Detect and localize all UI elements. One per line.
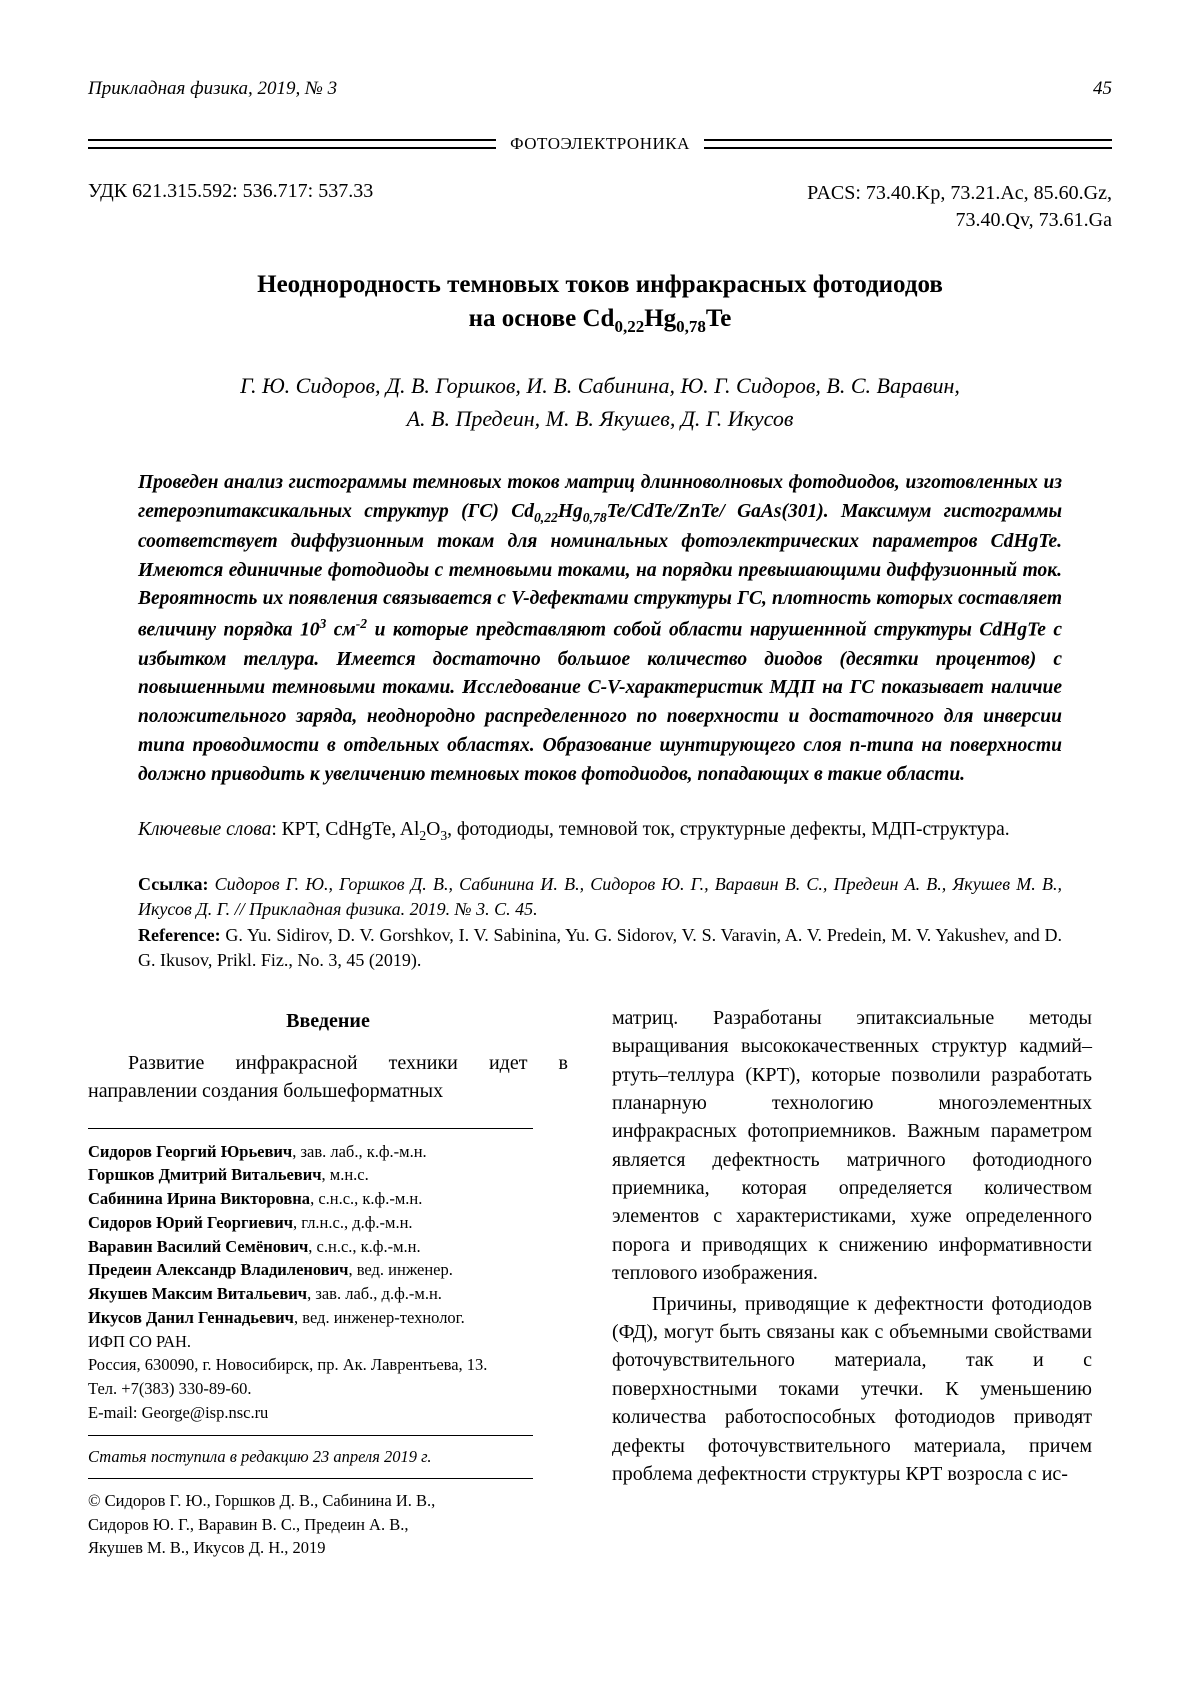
footnote-author-name: Сидоров Георгий Юрьевич <box>88 1141 293 1161</box>
footnote-author-role: , м.н.с. <box>321 1165 369 1185</box>
keywords <box>138 816 1062 846</box>
footnote-divider <box>88 1128 533 1129</box>
article-title <box>88 268 1112 339</box>
pacs-codes <box>807 180 1112 234</box>
footnote-author-role: , зав. лаб., д.ф.-м.н. <box>307 1284 442 1304</box>
page-number: 45 <box>1093 78 1112 99</box>
footnote-author <box>88 1188 568 1211</box>
footnote-author <box>88 1164 568 1187</box>
footnote-author-role: , вед. инженер-технолог. <box>294 1307 465 1327</box>
footnote-block <box>88 1141 568 1425</box>
abstract-sub-1: 0,22 <box>533 509 558 525</box>
citation-en-label: Reference: <box>138 924 221 945</box>
rule-right <box>704 139 1112 149</box>
keywords-text-mid: O <box>426 818 441 840</box>
abstract-sup-2: -2 <box>355 616 368 632</box>
title-sub-2: 0,78 <box>676 316 706 336</box>
citation-russian <box>138 872 1062 923</box>
footnote-author-name: Горшков Дмитрий Витальевич <box>88 1165 322 1185</box>
abstract-part-3: Te/CdTe/ZnTe/ GaAs(301). Максимум гистограммы соответствует диффузионным токам для номинальных фотоэлектрических параметров CdHgTe. Имеются единичные фотодиоды с темновыми токами, на порядки превышающими диффузионный ток. Вероятность их появления связывается с V-дефектами структуры ГС, плотность которых составляет величину порядка 10 <box>138 500 1063 641</box>
classification-codes <box>88 180 1112 234</box>
copyright-line-3: Якушев М. В., Икусов Д. Н., 2019 <box>88 1537 326 1557</box>
citation-ru-text: Сидоров Г. Ю., Горшков Д. В., Сабинина И. В., Сидоров Ю. Г., Варавин В. С., Предеин А. В., Якушев М. В., Икусов Д. Г. // Прикладная физика. 2019. № 3. С. 45. <box>138 873 1062 920</box>
pacs-line-2: 73.40.Qv, 73.61.Ga <box>955 209 1112 231</box>
footnote-author-role: , зав. лаб., к.ф.-м.н. <box>292 1141 427 1161</box>
footnote-author-role: , гл.н.с., д.ф.-м.н. <box>293 1212 413 1232</box>
received-note <box>88 1446 568 1469</box>
right-paragraph-2: Причины, приводящие к дефектности фотодиодов (ФД), могут быть связаны как с объемными свойствами фоточувствительного материала, так и с поверхностными токами утечки. К уменьшению количества работоспособных фотодиодов приводят дефекты фоточувствительного материала, причем проблема дефектности структуры КРТ возросла с ис- <box>612 1292 1092 1485</box>
footnote-institute: ИФП СО РАН. <box>88 1331 192 1351</box>
body-columns <box>88 1004 1112 1559</box>
received-date: Статья поступила в редакцию 23 апреля 2019 г. <box>88 1446 432 1466</box>
title-formula-post: Te <box>705 304 732 332</box>
title-line-1: Неоднородность темновых токов инфракрасных фотодиодов <box>257 271 943 298</box>
footnote-email[interactable]: E-mail: George@isp.nsc.ru <box>88 1402 269 1422</box>
pacs-line-1: PACS: 73.40.Kp, 73.21.Ac, 85.60.Gz, <box>807 182 1112 204</box>
section-heading-introduction: Введение <box>286 1009 370 1032</box>
running-head <box>88 78 1112 100</box>
footnote-author-name: Предеин Александр Владиленович <box>88 1260 349 1280</box>
footnote-author <box>88 1236 568 1259</box>
footnote-author <box>88 1307 568 1330</box>
footnote-author-name: Варавин Василий Семёнович <box>88 1236 309 1256</box>
copyright-line-1: © Сидоров Г. Ю., Горшков Д. В., Сабинина И. В., <box>88 1491 436 1511</box>
section-banner-label: ФОТОЭЛЕКТРОНИКА <box>510 134 690 153</box>
title-formula-mid: Hg <box>644 304 677 332</box>
footnote-author-name: Якушев Максим Витальевич <box>88 1284 308 1304</box>
citation-ru-label: Ссылка: <box>138 873 209 894</box>
footnote-author-role: , с.н.с., к.ф.-м.н. <box>308 1236 421 1256</box>
right-paragraph-1: матриц. Разработаны эпитаксиальные методы выращивания высококачественных структур кадмий–ртуть–теллура (КРТ), которые позволили разработать планарную технологию многоэлементных инфракрасных фотоприемников. Важным параметром является дефектность матричного фотодиодного приемника, которая определяется количеством элементов с характеристиками, хуже определенного порога и приводящих к снижению информативности теплового изображения. <box>612 1006 1092 1285</box>
abstract <box>138 469 1062 790</box>
footnote-author-role: , вед. инженер. <box>348 1260 453 1280</box>
footnote-author <box>88 1283 568 1306</box>
author-line-2: А. В. Предеин, М. В. Якушев, Д. Г. Икусов <box>406 405 794 431</box>
title-line-2 <box>88 302 1112 339</box>
abstract-part-4: см <box>326 619 356 641</box>
footnote-author-name: Сабинина Ирина Викторовна <box>88 1189 311 1209</box>
abstract-sub-2: 0,78 <box>582 509 607 525</box>
keywords-text-post: , фотодиоды, темновой ток, структурные дефекты, МДП-структура. <box>447 818 1010 840</box>
keywords-sub-2: 3 <box>440 827 448 843</box>
copyright-block <box>88 1489 568 1558</box>
received-divider-top <box>88 1435 533 1436</box>
footnote-address: Россия, 630090, г. Новосибирск, пр. Ак. Лаврентьева, 13. <box>88 1355 488 1375</box>
abstract-part-2: Hg <box>557 500 583 522</box>
footnote-author-name: Икусов Данил Геннадьевич <box>88 1307 294 1327</box>
citation-en-text: G. Yu. Sidirov, D. V. Gorshkov, I. V. Sabinina, Yu. G. Sidorov, V. S. Varavin, A. V. Predein, M. V. Yakushev, and D. G. Ikusov, Prikl. Fiz., No. 3, 45 (2019). <box>138 924 1063 971</box>
udk-code: УДК 621.315.592: 536.717: 537.33 <box>88 180 374 202</box>
received-divider-bottom <box>88 1478 533 1479</box>
footnote-author-name: Сидоров Юрий Георгиевич <box>88 1212 294 1232</box>
title-formula-pre: на основе Cd <box>468 304 615 332</box>
author-line-1: Г. Ю. Сидоров, Д. В. Горшков, И. В. Сабинина, Ю. Г. Сидоров, В. С. Варавин, <box>240 372 960 398</box>
keywords-text-pre: : КРТ, CdHgTe, Al <box>271 818 420 840</box>
intro-paragraph: Развитие инфракрасной техники идет в направлении создания большеформатных <box>88 1051 568 1103</box>
footnote-author <box>88 1259 568 1282</box>
abstract-part-1: Проведен анализ гистограммы темновых токов матриц длинноволновых фотодиодов, изготовленных из гетероэпитаксикальных структур (ГС) Cd <box>138 471 1062 522</box>
section-banner <box>88 134 1112 154</box>
left-column <box>88 1004 568 1559</box>
footnote-author <box>88 1212 568 1235</box>
author-list <box>88 369 1112 435</box>
copyright-line-2: Сидоров Ю. Г., Варавин В. С., Предеин А. В., <box>88 1514 409 1534</box>
right-column <box>612 1004 1092 1559</box>
rule-left <box>88 139 496 149</box>
footnote-phone: Тел. +7(383) 330-89-60. <box>88 1379 252 1399</box>
title-sub-1: 0,22 <box>614 316 645 336</box>
footnote-author-role: , с.н.с., к.ф.-м.н. <box>310 1189 423 1209</box>
citation-english <box>138 923 1062 974</box>
footnote-author <box>88 1141 568 1164</box>
journal-title: Прикладная физика, 2019, № 3 <box>88 78 338 99</box>
abstract-part-5: и которые представляют собой области нарушеннной структуры CdHgTe с избытком теллура. Имеется достаточно большое количество диодов (десятки процентов) с повышенными темновыми токами. Исследование C-V-характеристик МДП на ГС показывает наличие положительного заряда, неоднородно распределенного по поверхности и достаточного для инверсии типа проводимости в отдельных областях. Образование шунтирующего слоя n-типа на поверхности должно приводить к увеличению темновых токов фотодиодов, попадающих в такие области. <box>138 619 1062 786</box>
citation-block <box>138 872 1062 974</box>
keywords-label: Ключевые слова <box>138 818 272 840</box>
abstract-sup-1: 3 <box>319 616 327 632</box>
keywords-sub-1: 2 <box>419 827 427 843</box>
